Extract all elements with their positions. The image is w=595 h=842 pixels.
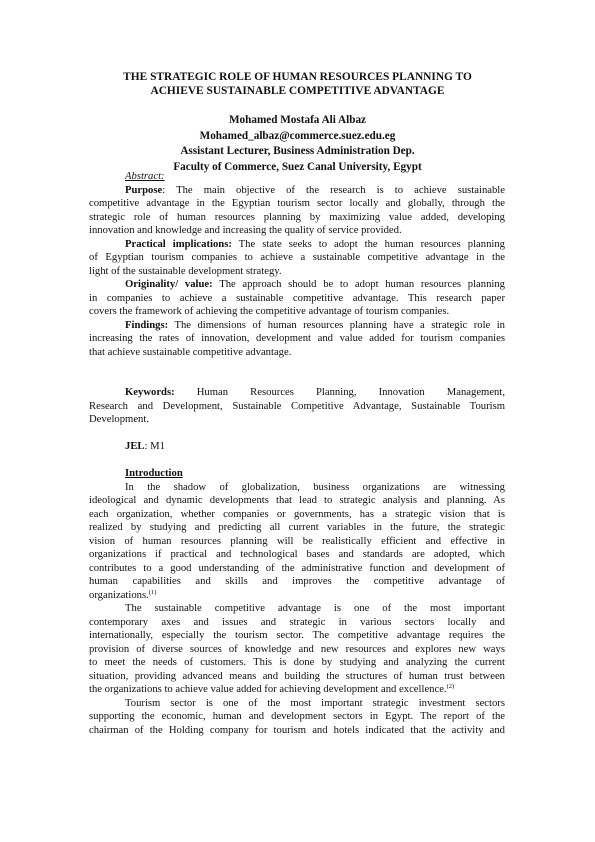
intro-p2-line-7 — [89, 683, 505, 697]
intro-p1-line-5: vision of human resources planning will be realistically efficient and effective in — [89, 535, 505, 547]
jel-value: : M1 — [144, 441, 165, 452]
title-line-1: THE STRATEGIC ROLE OF HUMAN RESOURCES PLANNING TO — [123, 71, 472, 83]
jel-label: JEL — [125, 441, 145, 452]
title-line-2: ACHIEVE SUSTAINABLE COMPETITIVE ADVANTAGE — [150, 85, 445, 97]
originality-text-1: The approach should be to adopt human resources planning — [212, 279, 505, 290]
practical-line-3: light of the sustainable development strategy. — [89, 265, 282, 277]
abstract-heading: Abstract: — [125, 171, 165, 182]
intro-p2-line-2: contemporary axes and issues and strategic in various sectors locally and — [89, 616, 505, 628]
author-name: Mohamed Mostafa Ali Albaz — [228, 114, 367, 126]
author-email: Mohamed_albaz@commerce.suez.edu.eg — [199, 129, 396, 142]
jel-line — [89, 440, 505, 454]
keywords-line-2: Research and Development, Sustainable Competitive Advantage, Sustainable Tourism — [89, 400, 505, 412]
intro-p3-line-3: chairman of the Holding company for tourism and hotels indicated that the activity and — [89, 724, 505, 736]
keywords-label: Keywords: — [125, 387, 175, 398]
reference-marker: (2) — [446, 683, 455, 690]
practical-text-1: The state seeks to adopt the human resources planning — [231, 238, 505, 250]
spacer — [89, 427, 505, 441]
practical-line-2: of Egyptian tourism companies to achieve a sustainable competitive advantage in the — [89, 252, 505, 263]
findings-line-1 — [89, 319, 505, 333]
findings-line-2: increasing the rates of innovation, development and value added for tourism companies — [89, 333, 505, 344]
intro-p2-line-5: to meet the needs of customers. This is done by studying and analyzing the current — [89, 657, 505, 668]
introduction-heading: Introduction — [125, 468, 183, 479]
intro-p1-line-7: contributes to a good understanding of the administrative function and development of — [89, 562, 505, 574]
intro-p1-line-8: human capabilities and skills and improves the competitive advantage of — [89, 576, 505, 587]
intro-p2-line-4: provision of diverse sources of knowledge and new resources and explores new ways — [89, 643, 505, 655]
purpose-label: Purpose — [125, 184, 163, 196]
purpose-text-1: : The main objective of the research is to achieve sustainable — [162, 184, 505, 196]
intro-p1-line-9 — [89, 589, 505, 603]
originality-line-1 — [89, 278, 505, 292]
author-position: Assistant Lecturer, Business Administration Dep. — [180, 145, 415, 157]
intro-p2-text-7: the organizations to achieve value added for achieving development and excellence. — [89, 684, 447, 695]
intro-p1-line-1: In the shadow of globalization, business organizations are witnessing — [125, 481, 505, 493]
spacer — [89, 359, 505, 373]
spacer — [89, 373, 505, 387]
purpose-line-3: strategic role of human resources planning by maximizing value added, developing — [89, 211, 505, 223]
author-affiliation: Faculty of Commerce, Suez Canal University, Egypt — [173, 160, 422, 173]
intro-p1-text-9: organizations. — [89, 589, 149, 601]
keywords-line-3: Development. — [89, 414, 149, 425]
intro-p3-line-2: supporting the economic, human and development sectors in Egypt. The report of the — [89, 711, 505, 722]
findings-text-1: The dimensions of human resources planning have a strategic role in — [168, 319, 505, 331]
originality-label: Originality/ value: — [125, 279, 213, 290]
findings-line-3: that achieve sustainable competitive advantage. — [89, 346, 292, 358]
originality-line-2: in companies to achieve a sustainable competitive advantage. This research paper — [89, 292, 505, 304]
keywords-line-1 — [89, 386, 505, 400]
intro-p1-line-3: each organization, whether companies or governments, has a strategic vision that is — [89, 508, 505, 520]
intro-p2-line-6: situation, providing advanced means and building the structures of human trust between — [89, 670, 505, 682]
paper-body — [89, 170, 505, 737]
intro-p2-line-3: internationally, especially the tourism sector. The competitive advantage requires the — [89, 630, 505, 641]
keywords-text-1: Human Resources Planning, Innovation Management, — [174, 387, 505, 398]
purpose-line-4: innovation and knowledge and increasing the quality of service provided. — [89, 225, 402, 236]
practical-label: Practical implications: — [125, 238, 232, 250]
paper-title — [90, 70, 505, 98]
reference-marker: (1) — [148, 588, 157, 596]
intro-p2-line-1: The sustainable competitive advantage is one of the most important — [125, 603, 505, 614]
spacer — [89, 454, 505, 468]
findings-label: Findings: — [125, 319, 169, 331]
purpose-line-2: competitive advantage in the Egyptian tourism sector locally and globally, through the — [89, 198, 505, 209]
intro-p3-line-1: Tourism sector is one of the most important strategic investment sectors — [125, 697, 505, 709]
author-block — [90, 113, 505, 175]
intro-p1-line-6: organizations if practical and technological bases and standards are adopted, which — [89, 549, 505, 560]
practical-line-1 — [89, 238, 505, 252]
purpose-line-1 — [89, 184, 505, 198]
originality-line-3: covers the framework of achieving the competitive advantage of tourism companies. — [89, 306, 450, 317]
intro-p1-line-2: ideological and dynamic developments that lead to strategic analysis and planning. As — [89, 495, 505, 506]
intro-p1-line-4: realized by studying and predicting all current variables in the future, the strategic — [89, 522, 505, 533]
